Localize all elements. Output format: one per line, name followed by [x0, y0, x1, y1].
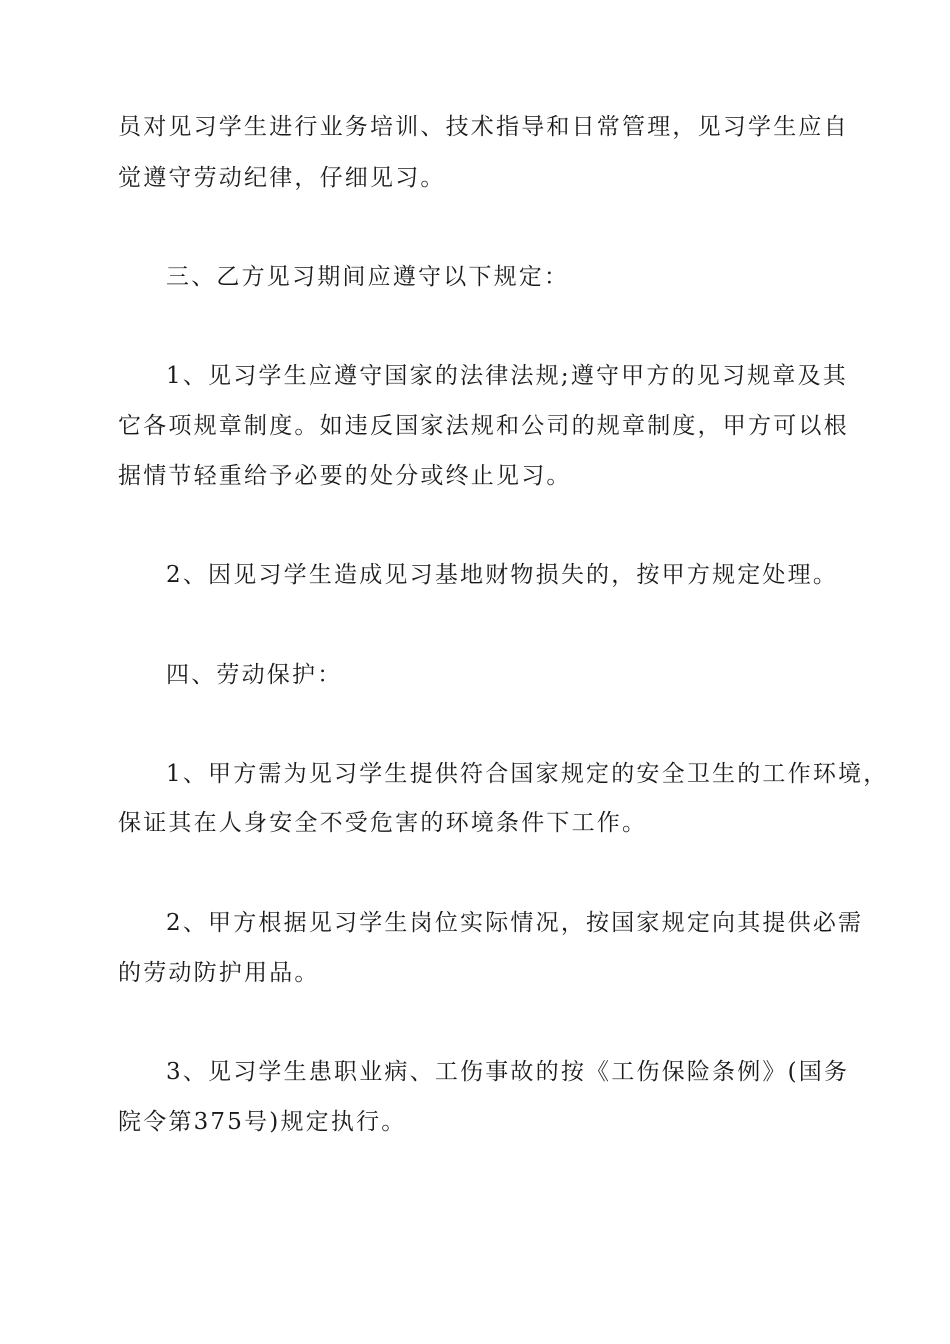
paragraph-line: 2、因见习学生造成见习基地财物损失的，按甲方规定处理。 [166, 562, 839, 588]
paragraph-line: 2、甲方根据见习学生岗位实际情况，按国家规定向其提供必需 [166, 910, 864, 936]
paragraph-line: 觉遵守劳动纪律，仔细见习。 [118, 165, 446, 191]
paragraph-line: 院令第375号)规定执行。 [118, 1109, 407, 1135]
paragraph-line: 3、见习学生患职业病、工伤事故的按《工伤保险条例》(国务 [166, 1059, 850, 1085]
paragraph-line: 的劳动防护用品。 [118, 960, 320, 986]
paragraph-line: 它各项规章制度。如违反国家法规和公司的规章制度，甲方可以根 [118, 413, 849, 439]
paragraph-line: 据情节轻重给予必要的处分或终止见习。 [118, 463, 572, 489]
section-heading: 三、乙方见习期间应遵守以下规定： [166, 264, 570, 290]
section-heading: 四、劳动保护： [166, 662, 343, 688]
paragraph-line: 1、见习学生应遵守国家的法律法规;遵守甲方的见习规章及其 [166, 363, 848, 389]
paragraph-line: 保证其在人身安全不受危害的环境条件下工作。 [118, 810, 648, 836]
paragraph-line: 员对见习学生进行业务培训、技术指导和日常管理，见习学生应自 [118, 114, 849, 140]
paragraph-line: 1、甲方需为见习学生提供符合国家规定的安全卫生的工作环境， [166, 761, 889, 787]
